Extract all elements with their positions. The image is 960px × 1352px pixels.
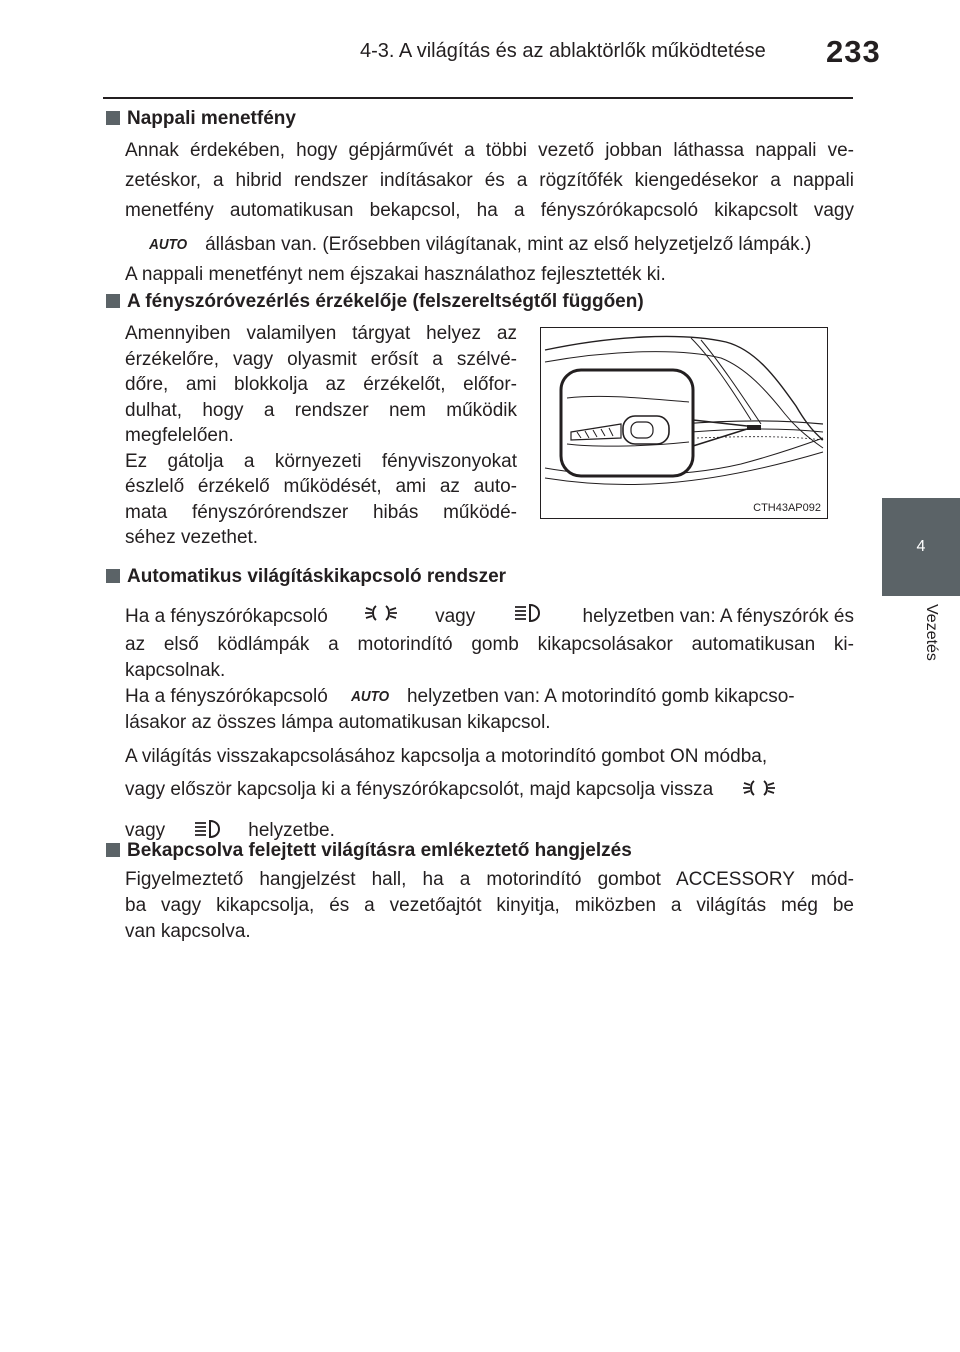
bullet-square-icon [106,111,120,125]
chapter-label: Vezetés [923,604,940,661]
paragraph-headlight-sensor: Amennyiben valamilyen tárgyat helyez az érzékelőre, vagy olyasmit erősít a szélvé- dőre, ami blokkolja az érzékelőt, előfor- dulhat, hogy a rendszer nem működik megfelelően. Ez gátolja a környezeti fényviszonyokat észlelő érzékelő működését, ami az auto- mata fényszórórendszer hibás működé- séhez vezethet. [125,323,517,548]
chapter-number: 4 [916,538,926,555]
paragraph-daytime-running-lights: Annak érdekében, hogy gépjárművét a többi vezető jobban láthassa nappali ve- zetéskor, a hibrid rendszer indításakor és a rögzítőfék kiengedésekor a nappali menetfény automatikusan bekapcsol, ha a fényszórókapcsoló kikapcsolt vagy AUTO állásban van. (Erősebben világítanak, mint az első helyzetjelző lámpák.) A nappali menetfényt nem éjszakai használathoz fejlesztették ki. [125,140,854,285]
bullet-square-icon [106,569,120,583]
header-divider [103,97,853,99]
paragraph-automatic-light-off-3: A világítás visszakapcsolásához kapcsolja a motorindító gombot ON módba, vagy először kapcsolja ki a fényszórókapcsolót, majd kapcsolja vissza vagy helyzetbe. [125,740,854,851]
sensor-illustration [540,327,828,519]
heading-light-reminder-buzzer: Bekapcsolva felejtett világításra emlékeztető hangjelzés [106,840,632,862]
chapter-tab [882,498,960,596]
windshield-sensor-drawing [541,328,827,518]
heading-daytime-running-lights: Nappali menetfény [106,108,296,130]
section-title: 4-3. A világítás és az ablaktörlők működtetése [360,40,766,62]
auto-icon: AUTO [351,688,390,705]
tail-lamp-icon [364,602,398,632]
paragraph-light-reminder-buzzer: Figyelmeztető hangjelzést hall, ha a motorindító gombot ACCESSORY mód- ba vagy kikapcsolja, és a vezetőajtót kinyitja, miközben a világítás még be van kapcsolva. [125,869,854,942]
paragraph-automatic-light-off-2: Ha a fényszórókapcsoló AUTO helyzetben van: A motorindító gomb kikapcso- lásakor az összes lámpa automatikusan kikapcsol. [125,686,795,733]
heading-headlight-sensor: A fényszóróvezérlés érzékelője (felszereltségtől függően) [106,291,644,313]
headlamp-icon [512,602,546,632]
bullet-square-icon [106,843,120,857]
figure-code: CTH43AP092 [753,502,821,514]
paragraph-automatic-light-off-1: Ha a fényszórókapcsoló vagy helyzetben van: A fényszórók és az első ködlámpák a motorindító gomb kikapcsolásakor automatikusan ki- kapcsolnak. [125,602,854,684]
heading-automatic-light-off: Automatikus világításkikapcsoló rendszer [106,566,506,588]
tail-lamp-icon [742,777,776,810]
auto-icon: AUTO [149,236,188,253]
bullet-square-icon [106,294,120,308]
page-number: 233 [826,34,881,69]
